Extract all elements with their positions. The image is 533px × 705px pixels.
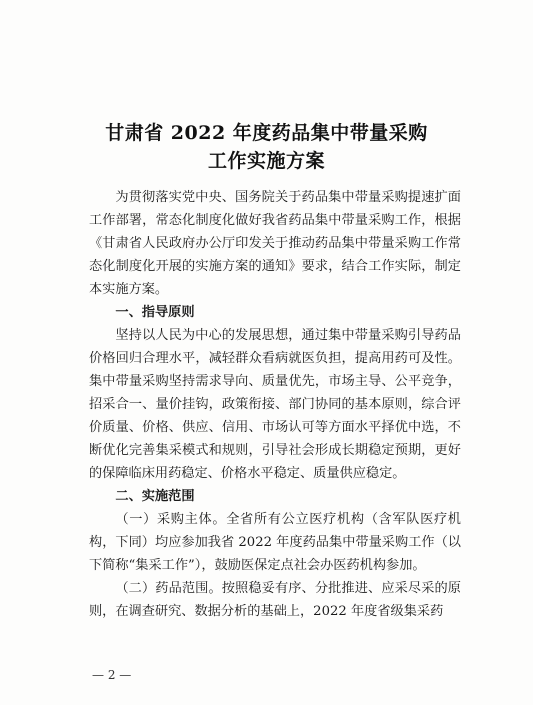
document-title-line-2: 工作实施方案 (207, 150, 325, 172)
section-heading-scope: 二、实施范围 (115, 489, 195, 504)
drug-scope-paragraph: （二）药品范围。按照稳妥有序、分批推进、应采尽采的原则，在调查研究、数据分析的基础上，2022 年度省级集采药 (89, 581, 461, 619)
section-heading-guiding-principles: 一、指导原则 (115, 305, 195, 320)
guiding-principles-paragraph: 坚持以人民为中心的发展思想，通过集中带量采购引导药品价格回归合理水平，减轻群众看病就医负担，提高用药可及性。集中带量采购坚持需求导向、质量优先，市场主导、公平竞争，招采合一、量价挂钩，政策衔接、部门协同的基本原则，综合评价质量、价格、供应、信用、市场认可等方面水平择优中选，不断优化完善集采模式和规则，引导社会形成长期稳定预期，更好的保障临床用药稳定、价格水平稳定、质量供应稳定。 (89, 328, 461, 481)
document-title-line-1: 甘肃省 2022 年度药品集中带量采购 (105, 122, 428, 144)
document-body (89, 186, 461, 623)
page-number: — 2 — (92, 668, 132, 682)
procurement-subject-paragraph: （一）采购主体。全省所有公立医疗机构（含军队医疗机构，下同）均应参加我省 2022 年度药品集中带量采购工作（以下简称“集采工作”），鼓励医保定点社会办医药机构参加。 (89, 512, 461, 573)
intro-paragraph: 为贯彻落实党中央、国务院关于药品集中带量采购提速扩面工作部署，常态化制度化做好我省药品集中带量采购工作，根据《甘肃省人民政府办公厅印发关于推动药品集中带量采购工作常态化制度化开展的实施方案的通知》要求，结合工作实际，制定本实施方案。 (89, 190, 461, 297)
